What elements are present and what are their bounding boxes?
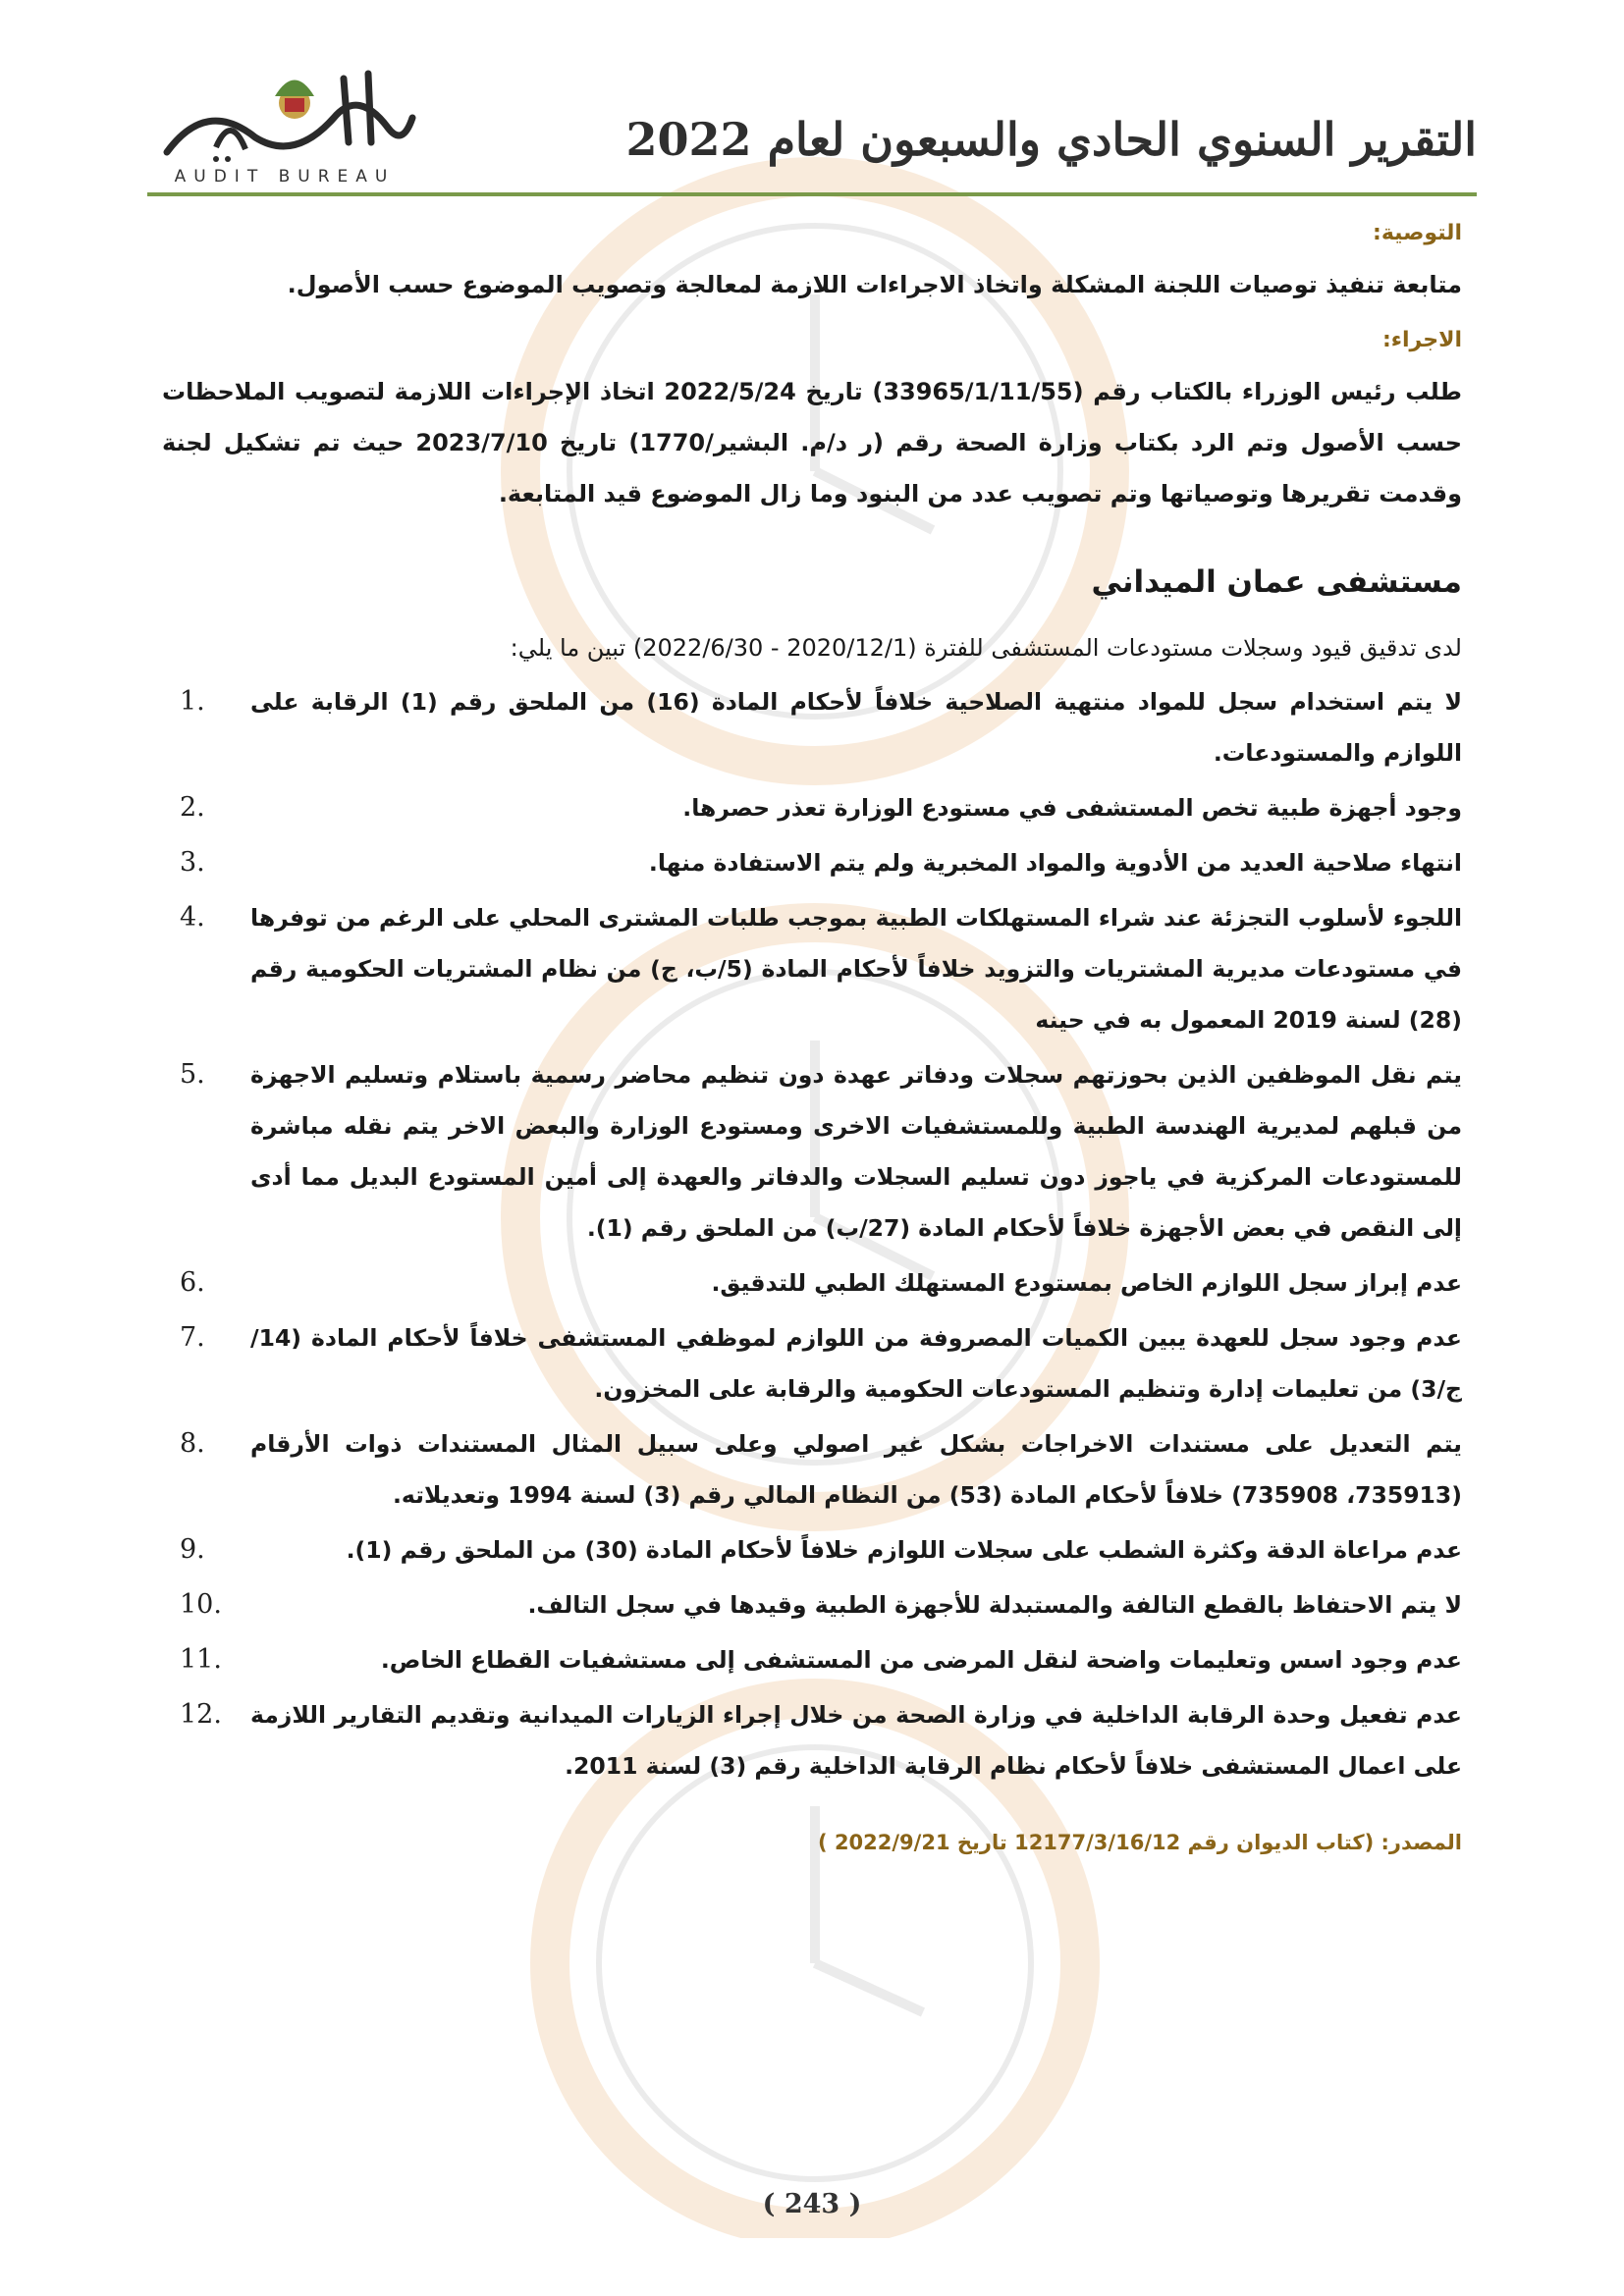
item-text: عدم وجود اسس وتعليمات واضحة لنقل المرضى من المستشفى إلى مستشفيات القطاع الخاص. [380, 1646, 1462, 1674]
item-number: 11. [180, 1644, 222, 1675]
audit-bureau-emblem-icon [147, 59, 422, 167]
item-text: عدم مراعاة الدقة وكثرة الشطب على سجلات اللوازم خلافاً لأحكام المادة (30) من الملحق رقم (1). [346, 1536, 1462, 1564]
list-item [162, 1634, 1462, 1685]
item-number: 3. [180, 847, 205, 878]
list-item [162, 892, 1462, 1045]
header-divider [147, 192, 1477, 196]
item-text: عدم تفعيل وحدة الرقابة الداخلية في وزارة الصحة من خلال إجراء الزيارات الميدانية وتقديم التقارير اللازمة على اعمال المستشفى خلافاً لأحكام نظام الرقابة الداخلية رقم (3) لسنة 2011. [250, 1701, 1462, 1780]
item-number: 6. [180, 1267, 205, 1298]
recommendation-text: متابعة تنفيذ توصيات اللجنة المشكلة واتخاذ الاجراءات اللازمة لمعالجة وتصويب الموضوع حسب الأصول. [287, 271, 1462, 298]
main-content [162, 221, 1462, 1854]
item-text: يتم نقل الموظفين الذين بحوزتهم سجلات ودفاتر عهدة دون تنظيم محاضر رسمية باستلام وتسليم الاجهزة من قبلهم لمديرية الهندسة الطبية وللمستشفيات الاخرى ومستودع الوزارة والبعض الاخر يتم نقله مباشرة للمستودعات المركزية في ياجوز دون تسليم السجلات والدفاتر والعهدة إلى أمين المستودع البديل مما أدى إلى النقص في بعض الأجهزة خلافاً لأحكام المادة (27/ب) من الملحق رقم (1). [250, 1061, 1462, 1242]
item-text: انتهاء صلاحية العديد من الأدوية والمواد المخبرية ولم يتم الاستفادة منها. [648, 849, 1462, 877]
list-item [162, 1418, 1462, 1521]
list-item [162, 1049, 1462, 1254]
item-number: 8. [180, 1428, 205, 1459]
list-item [162, 1312, 1462, 1415]
item-number: 4. [180, 902, 205, 933]
item-text: وجود أجهزة طبية تخص المستشفى في مستودع الوزارة تعذر حصرها. [682, 794, 1462, 822]
list-item [162, 1689, 1462, 1791]
item-number: 1. [180, 686, 205, 717]
item-number: 5. [180, 1059, 205, 1090]
item-number: 9. [180, 1534, 205, 1565]
item-text: لا يتم الاحتفاظ بالقطع التالفة والمستبدلة للأجهزة الطبية وقيدها في سجل التالف. [527, 1591, 1462, 1619]
item-number: 12. [180, 1699, 222, 1730]
list-item [162, 782, 1462, 833]
action-text: طلب رئيس الوزراء بالكتاب رقم (33965/1/11/55) تاريخ 2022/5/24 اتخاذ الإجراءات اللازمة لتصويب الملاحظات حسب الأصول وتم الرد بكتاب وزارة الصحة رقم (ر د/م. البشير/1770) تاريخ 2023/7/10 حيث تم تشكيل لجنة وقدمت تقريرها وتوصياتها وتم تصويب عدد من البنود وما زال الموضوع قيد المتابعة. [162, 378, 1463, 507]
list-item [162, 1524, 1462, 1575]
section-intro: لدى تدقيق قيود وسجلات مستودعات المستشفى للفترة (2020/12/1 - 2022/6/30) تبين ما يلي: [510, 634, 1462, 662]
action-label: الاجراء: [1381, 328, 1462, 352]
list-item [162, 1579, 1462, 1630]
item-text: لا يتم استخدام سجل للمواد منتهية الصلاحية خلافاً لأحكام المادة (16) من الملحق رقم (1) الرقابة على اللوازم والمستودعات. [250, 688, 1462, 767]
page-number: ( 243 ) [762, 2189, 862, 2219]
audit-bureau-logo [147, 59, 422, 191]
report-title: التقرير السنوي الحادي والسبعون لعام 2022 [625, 113, 1477, 166]
recommendation-label: التوصية: [1373, 221, 1462, 245]
item-text: عدم وجود سجل للعهدة يبين الكميات المصروفة من اللوازم لموظفي المستشفى خلافاً لأحكام المادة (14/ج/3) من تعليمات إدارة وتنظيم المستودعات الحكومية والرقابة على المخزون. [250, 1324, 1462, 1403]
item-number: 7. [180, 1322, 205, 1353]
source-citation: المصدر: (كتاب الديوان رقم 12177/3/16/12 تاريخ 2022/9/21 ) [818, 1831, 1462, 1854]
logo-english-text: AUDIT BUREAU [174, 167, 396, 187]
section-title: مستشفى عمان الميداني [1091, 564, 1462, 600]
item-text: يتم التعديل على مستندات الاخراجات بشكل غير اصولي وعلى سبيل المثال المستندات ذوات الأرقام (735913، 735908) خلافاً لأحكام المادة (53) من النظام المالي رقم (3) لسنة 1994 وتعديلاته. [250, 1430, 1462, 1509]
list-item [162, 676, 1462, 778]
item-number: 2. [180, 792, 205, 823]
page-header [147, 59, 1477, 191]
item-number: 10. [180, 1589, 222, 1620]
list-item [162, 1257, 1462, 1308]
findings-list [162, 676, 1462, 1791]
list-item [162, 837, 1462, 888]
item-text: اللجوء لأسلوب التجزئة عند شراء المستهلكات الطبية بموجب طلبات المشترى المحلي على الرغم من توفرها في مستودعات مديرية المشتريات والتزويد خلافاً لأحكام المادة (5/ب، ج) من نظام المشتريات الحكومية رقم (28) لسنة 2019 المعمول به في حينه [250, 904, 1463, 1034]
item-text: عدم إبراز سجل اللوازم الخاص بمستودع المستهلك الطبي للتدقيق. [711, 1269, 1462, 1297]
